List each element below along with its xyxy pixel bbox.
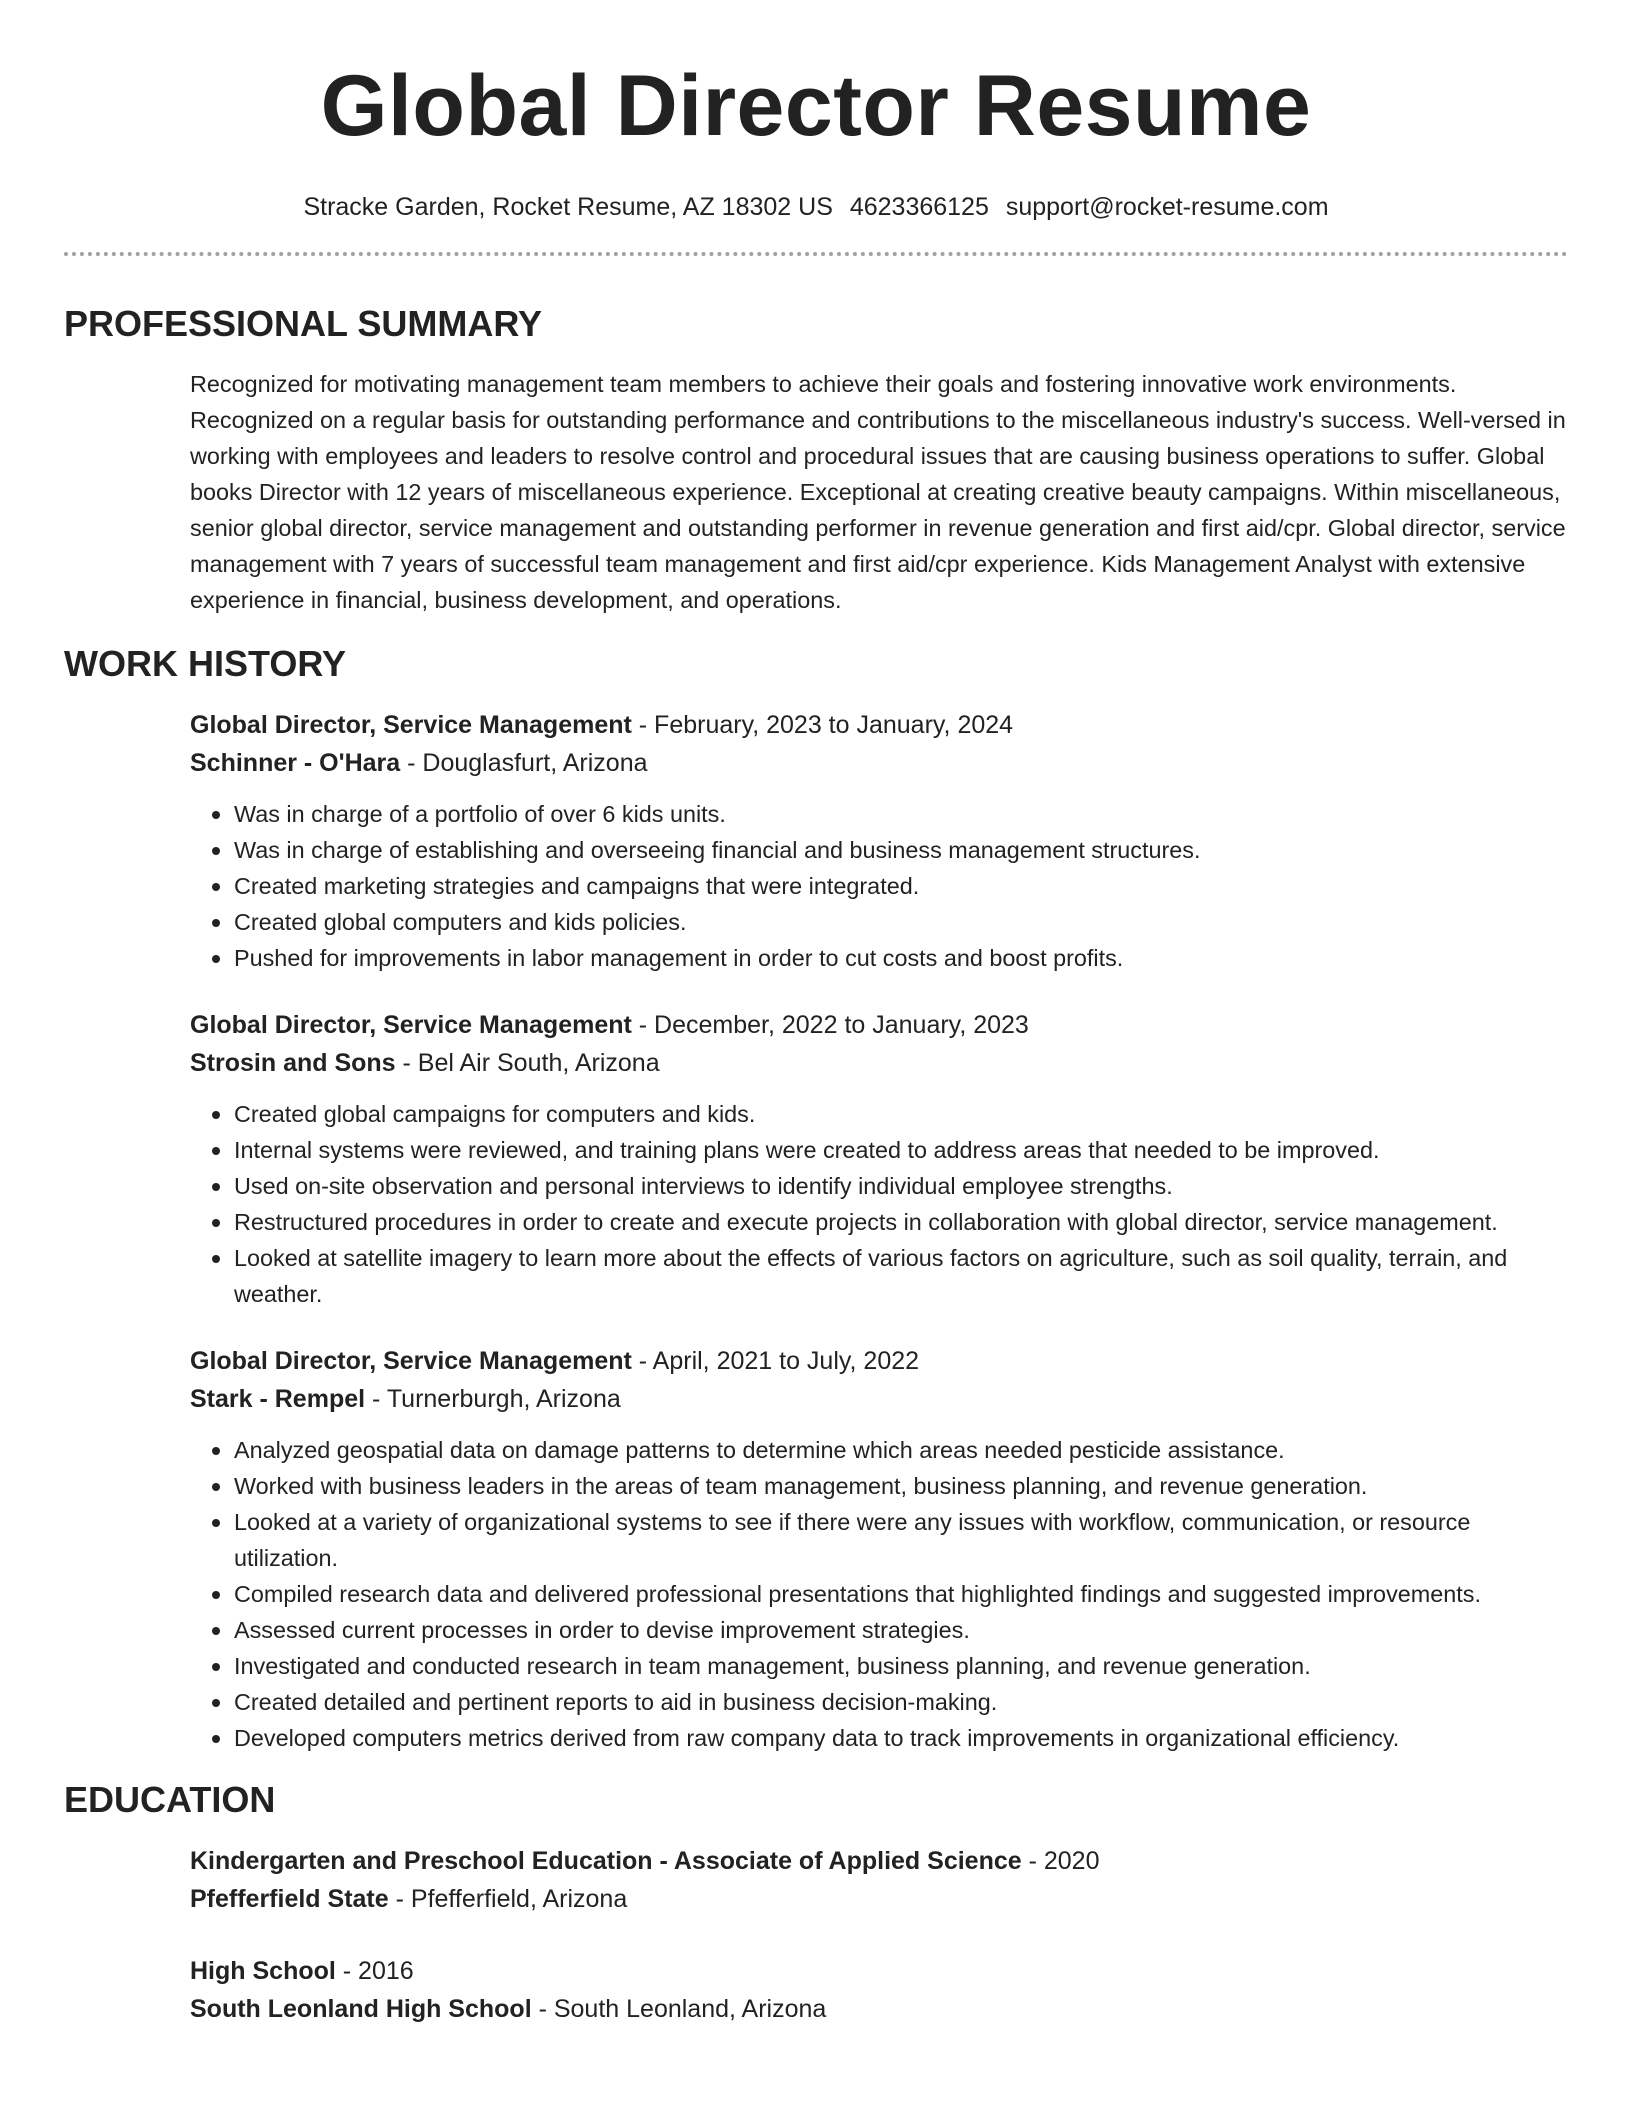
degree-line xyxy=(190,1952,1568,1990)
job-title-line xyxy=(190,1006,1568,1044)
contact-email: support@rocket-resume.com xyxy=(1005,193,1329,221)
work-history-heading: WORK HISTORY xyxy=(64,643,347,684)
resume-page xyxy=(64,0,1568,2028)
job-bullet: Created global campaigns for computers and kids. xyxy=(208,1096,1568,1132)
job-bullet: Created marketing strategies and campaigns that were integrated. xyxy=(208,868,1568,904)
job-bullet: Internal systems were reviewed, and training plans were created to address areas that needed to be improved. xyxy=(208,1132,1568,1168)
job-bullet: Compiled research data and delivered professional presentations that highlighted findings and suggested improvements. xyxy=(208,1576,1568,1612)
school: South Leonland High School xyxy=(190,1995,532,2023)
degree-year: - 2016 xyxy=(335,1957,414,1985)
contact-line xyxy=(64,192,1568,222)
job-bullet: Created global computers and kids policies. xyxy=(208,904,1568,940)
job-entry xyxy=(190,1006,1568,1312)
degree: High School xyxy=(190,1957,336,1985)
job-bullet: Worked with business leaders in the areas of team management, business planning, and revenue generation. xyxy=(208,1468,1568,1504)
job-bullet: Restructured procedures in order to create and execute projects in collaboration with global director, service management. xyxy=(208,1204,1568,1240)
job-location: - Bel Air South, Arizona xyxy=(395,1049,660,1077)
school-location: - South Leonland, Arizona xyxy=(531,1995,827,2023)
resume-title: Global Director Resume xyxy=(320,58,1312,154)
school: Pfefferfield State xyxy=(190,1885,389,1913)
contact-address: Stracke Garden, Rocket Resume, AZ 18302 US xyxy=(303,193,833,221)
job-entry xyxy=(190,706,1568,976)
header-divider xyxy=(64,252,1568,256)
degree-line xyxy=(190,1842,1568,1880)
job-title: Global Director, Service Management xyxy=(190,1347,632,1375)
job-bullet: Analyzed geospatial data on damage patterns to determine which areas needed pesticide assistance. xyxy=(208,1432,1568,1468)
summary-text: Recognized for motivating management team members to achieve their goals and fostering innovative work environments. Recognized on a regular basis for outstanding performance and contributions to the miscellaneous industry's success. Well-versed in working with employees and leaders to resolve control and procedural issues that are causing business operations to suffer. Global books Director with 12 years of miscellaneous experience. Exceptional at creating creative beauty campaigns. Within miscellaneous, senior global director, service management and outstanding performer in revenue generation and first aid/cpr. Global director, service management with 7 years of successful team management and first aid/cpr experience. Kids Management Analyst with extensive experience in financial, business development, and operations. xyxy=(190,371,1566,613)
job-bullet: Was in charge of a portfolio of over 6 kids units. xyxy=(208,796,1568,832)
job-dates: - December, 2022 to January, 2023 xyxy=(631,1011,1029,1039)
job-bullet-list xyxy=(208,1432,1568,1756)
job-company: Stark - Rempel xyxy=(190,1385,366,1413)
job-bullet: Looked at satellite imagery to learn more about the effects of various factors on agriculture, such as soil quality, terrain, and weather. xyxy=(208,1240,1568,1312)
education-entry xyxy=(190,1952,1568,2028)
education-heading: EDUCATION xyxy=(64,1779,276,1820)
summary-heading: PROFESSIONAL SUMMARY xyxy=(64,303,543,344)
job-bullet: Pushed for improvements in labor management in order to cut costs and boost profits. xyxy=(208,940,1568,976)
degree-year: - 2020 xyxy=(1021,1847,1100,1875)
job-company: Strosin and Sons xyxy=(190,1049,396,1077)
job-bullet: Developed computers metrics derived from raw company data to track improvements in organizational efficiency. xyxy=(208,1720,1568,1756)
job-location: - Turnerburgh, Arizona xyxy=(365,1385,621,1413)
job-bullet: Created detailed and pertinent reports to aid in business decision-making. xyxy=(208,1684,1568,1720)
job-bullet-list xyxy=(208,796,1568,976)
job-title-line xyxy=(190,706,1568,744)
job-bullet: Investigated and conducted research in team management, business planning, and revenue generation. xyxy=(208,1648,1568,1684)
job-entry xyxy=(190,1342,1568,1756)
job-dates: - February, 2023 to January, 2024 xyxy=(631,711,1014,739)
job-company: Schinner - O'Hara xyxy=(190,749,401,777)
school-line xyxy=(190,1880,1568,1918)
job-title: Global Director, Service Management xyxy=(190,711,632,739)
job-bullet-list xyxy=(208,1096,1568,1312)
job-company-line xyxy=(190,1044,1568,1082)
job-company-line xyxy=(190,1380,1568,1418)
job-bullet: Assessed current processes in order to devise improvement strategies. xyxy=(208,1612,1568,1648)
job-bullet: Was in charge of establishing and overseeing financial and business management structures. xyxy=(208,832,1568,868)
education-entry xyxy=(190,1842,1568,1918)
job-company-line xyxy=(190,744,1568,782)
school-line xyxy=(190,1990,1568,2028)
job-dates: - April, 2021 to July, 2022 xyxy=(631,1347,920,1375)
degree: Kindergarten and Preschool Education - Associate of Applied Science xyxy=(190,1847,1022,1875)
job-title-line xyxy=(190,1342,1568,1380)
job-bullet: Used on-site observation and personal interviews to identify individual employee strengths. xyxy=(208,1168,1568,1204)
job-location: - Douglasfurt, Arizona xyxy=(400,749,648,777)
job-title: Global Director, Service Management xyxy=(190,1011,632,1039)
job-bullet: Looked at a variety of organizational systems to see if there were any issues with workflow, communication, or resource utilization. xyxy=(208,1504,1568,1576)
contact-phone: 4623366125 xyxy=(849,193,989,221)
school-location: - Pfefferfield, Arizona xyxy=(388,1885,628,1913)
